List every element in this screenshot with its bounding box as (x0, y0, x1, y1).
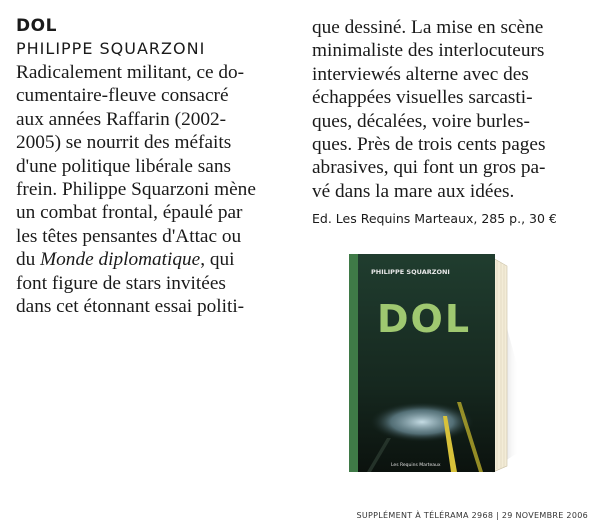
cover-publisher: Les Requins Marteaux (391, 463, 441, 468)
article-title: DOL (16, 16, 57, 36)
article-author: PHILIPPE SQUARZONI (16, 39, 206, 58)
book-cover-image (347, 252, 519, 474)
cover-glow (370, 402, 474, 442)
left-column (16, 16, 302, 318)
book-pages (493, 258, 507, 472)
body-left-part-2: , qui font figure de stars invitées dans cet étonnant essai politi- (16, 249, 245, 318)
article-body-right: que dessiné. La mise en scène minimaliste des interlocuteurs interviewés alterne avec des échappées visuelles sarcasti- ques, décalées, voire burles- ques. Près de trois cents pages abrasives, qui font un gros pa- vé dans la mare aux idées. (312, 17, 546, 202)
cover-author: PHILIPPE SQUARZONI (371, 268, 450, 276)
publication-credits: Ed. Les Requins Marteaux, 285 p., 30 € (312, 211, 557, 227)
right-column (312, 16, 586, 227)
body-left-italic: Monde diplomatique (40, 249, 201, 271)
book-spine (349, 254, 358, 472)
page-footer: SUPPLÉMENT À TÉLÉRAMA 2968 | 29 NOVEMBRE 2006 (356, 511, 588, 520)
cover-title: DOL (377, 297, 472, 341)
article-body-left (16, 61, 302, 318)
body-left-part-1: Radicalement militant, ce do- cumentaire-fleuve consacré aux années Raffarin (2002- 2005) se nourrit des méfaits d'une politique libérale sans frein. Philippe Squarzoni mène un combat frontal, épaulé par les têtes pensantes d'Attac ou du (16, 62, 256, 271)
